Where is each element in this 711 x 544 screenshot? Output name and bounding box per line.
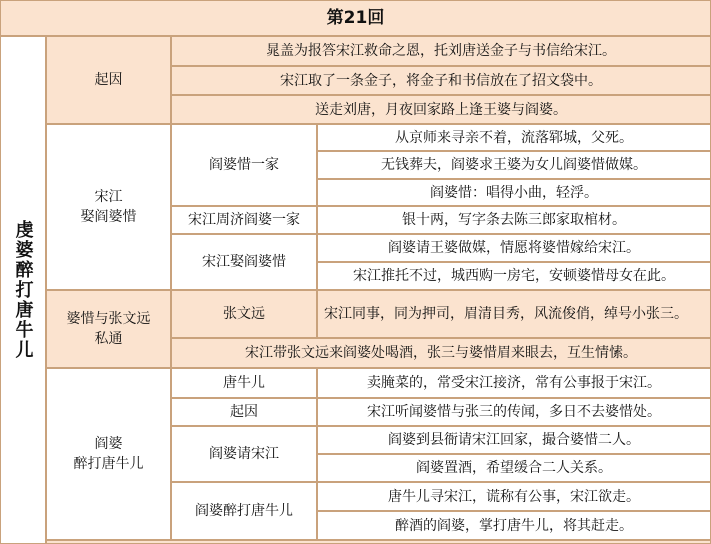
cause-row: 晁盖为报答宋江救命之恩，托刘唐送金子与书信给宋江。: [171, 36, 711, 66]
fight-group-label: 阎婆请宋江: [171, 426, 317, 482]
affair-person-label: 张文远: [171, 290, 317, 338]
fight-row: 阎婆置酒，希望缓合二人关系。: [317, 454, 711, 482]
marriage-group-label: 宋江周济阎婆一家: [171, 206, 317, 234]
fight-row: 醉酒的阎婆，掌打唐牛儿，将其赶走。: [317, 511, 711, 540]
marriage-row: 阎婆请王婆做媒，情愿将婆惜嫁给宋江。: [317, 234, 711, 262]
cause-row: 宋江取了一条金子，将金子和书信放在了招文袋中。: [171, 66, 711, 95]
cause-row: 送走刘唐，月夜回家路上逢王婆与阎婆。: [171, 95, 711, 124]
section-label-marriage: 宋江 娶阎婆惜: [46, 124, 171, 290]
fight-row: 宋江听闻婆惜与张三的传闻，多日不去婆惜处。: [317, 398, 711, 426]
fight-row: 卖腌菜的，常受宋江接济，常有公事报于宋江。: [317, 368, 711, 398]
fight-row: 唐牛儿寻宋江，谎称有公事，宋江欲走。: [317, 482, 711, 511]
chapter-number-header: 第21回: [0, 0, 711, 36]
marriage-group-label: 阎婆惜一家: [171, 124, 317, 206]
marriage-row: 宋江推托不过，城西购一房宅，安顿婆惜母女在此。: [317, 262, 711, 290]
fight-group-label: 阎婆醉打唐牛儿: [171, 482, 317, 540]
section-label-cause: 起因: [46, 36, 171, 124]
section-label-affair: 婆惜与张文远 私通: [46, 290, 171, 368]
marriage-row: 无钱葬夫，阎婆求王婆为女儿阎婆惜做媒。: [317, 151, 711, 179]
section-label-fight: 阎婆 醉打唐牛儿: [46, 368, 171, 540]
chapter-title-cell: [0, 36, 46, 544]
affair-row: 宋江带张文远来阎婆处喝酒，张三与婆惜眉来眼去，互生情愫。: [171, 338, 711, 368]
affair-person-description: 宋江同事，同为押司，眉清目秀，风流俊俏，绰号小张三。: [317, 290, 711, 338]
chapter-title: 虔婆醉打唐牛儿: [12, 220, 34, 360]
fight-group-label: 唐牛儿: [171, 368, 317, 398]
marriage-row: 从京师来寻亲不着，流落郓城，父死。: [317, 124, 711, 151]
marriage-row: 银十两，写字条去陈三郎家取棺材。: [317, 206, 711, 234]
fight-row: 阎婆到县衙请宋江回家，撮合婆惜二人。: [317, 426, 711, 454]
next-row-cutoff: [46, 540, 711, 544]
marriage-row: 阎婆惜：唱得小曲，轻浮。: [317, 179, 711, 206]
marriage-group-label: 宋江娶阎婆惜: [171, 234, 317, 290]
fight-group-label: 起因: [171, 398, 317, 426]
